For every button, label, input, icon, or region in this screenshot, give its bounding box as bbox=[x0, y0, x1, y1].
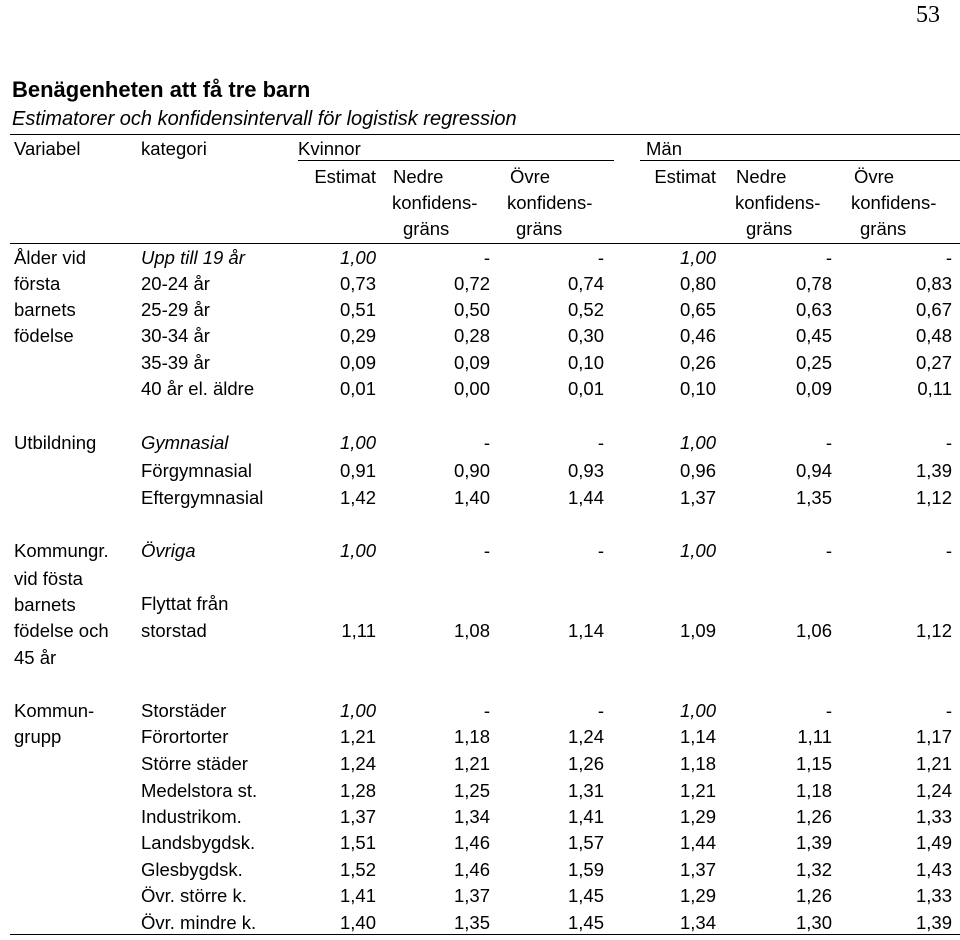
value-cell: 1,35 bbox=[453, 912, 490, 933]
value-cell: - bbox=[597, 247, 604, 268]
value-cell: 1,00 bbox=[339, 540, 376, 561]
value-cell: - bbox=[597, 540, 604, 561]
value-cell: 1,24 bbox=[567, 726, 604, 747]
variable-label: första bbox=[14, 273, 61, 294]
value-cell: 1,34 bbox=[679, 912, 716, 933]
category-label: Övr. större k. bbox=[141, 885, 247, 906]
value-cell: 0,28 bbox=[453, 325, 490, 346]
value-cell: 1,31 bbox=[567, 780, 604, 801]
category-label: Upp till 19 år bbox=[141, 247, 245, 268]
value-cell: 0,09 bbox=[339, 352, 376, 373]
value-cell: 0,67 bbox=[915, 299, 952, 320]
value-cell: - bbox=[945, 432, 952, 453]
value-cell: 1,37 bbox=[679, 859, 716, 880]
value-cell: 0,25 bbox=[795, 352, 832, 373]
value-cell: 1,26 bbox=[567, 753, 604, 774]
value-cell: 0,26 bbox=[679, 352, 716, 373]
header-bottom-rule bbox=[10, 243, 960, 244]
value-cell: - bbox=[483, 540, 490, 561]
value-cell: 1,14 bbox=[679, 726, 716, 747]
value-cell: 0,74 bbox=[567, 273, 604, 294]
value-cell: 1,39 bbox=[795, 832, 832, 853]
value-cell: 1,52 bbox=[339, 859, 376, 880]
category-label: Eftergymnasial bbox=[141, 487, 264, 508]
value-cell: 1,24 bbox=[915, 780, 952, 801]
value-cell: 1,09 bbox=[679, 620, 716, 641]
value-cell: 1,00 bbox=[339, 247, 376, 268]
header-kvinnor: Kvinnor bbox=[298, 138, 361, 159]
value-cell: 1,06 bbox=[795, 620, 832, 641]
value-cell: 1,44 bbox=[567, 487, 604, 508]
value-cell: - bbox=[483, 432, 490, 453]
value-cell: 1,49 bbox=[915, 832, 952, 853]
value-cell: 1,34 bbox=[453, 806, 490, 827]
value-cell: 0,09 bbox=[795, 378, 832, 399]
header-ovre: gräns bbox=[860, 218, 907, 239]
value-cell: 1,00 bbox=[339, 700, 376, 721]
value-cell: 1,12 bbox=[915, 487, 952, 508]
value-cell: 1,43 bbox=[915, 859, 952, 880]
value-cell: 1,37 bbox=[453, 885, 490, 906]
value-cell: 1,41 bbox=[567, 806, 604, 827]
value-cell: 1,39 bbox=[915, 460, 952, 481]
value-cell: 1,18 bbox=[795, 780, 832, 801]
category-label: 30-34 år bbox=[141, 325, 210, 346]
value-cell: 1,00 bbox=[679, 540, 716, 561]
value-cell: 1,00 bbox=[339, 432, 376, 453]
value-cell: - bbox=[825, 432, 832, 453]
header-nedre: Nedre bbox=[393, 166, 444, 187]
value-cell: 1,33 bbox=[915, 885, 952, 906]
value-cell: 1,51 bbox=[339, 832, 376, 853]
value-cell: - bbox=[597, 700, 604, 721]
value-cell: 0,73 bbox=[339, 273, 376, 294]
value-cell: 1,37 bbox=[679, 487, 716, 508]
value-cell: 1,41 bbox=[339, 885, 376, 906]
value-cell: 0,48 bbox=[915, 325, 952, 346]
value-cell: 1,00 bbox=[679, 700, 716, 721]
variable-label: Ålder vid bbox=[14, 247, 86, 268]
value-cell: - bbox=[825, 700, 832, 721]
variable-label: födelse och bbox=[14, 620, 109, 641]
value-cell: 0,27 bbox=[915, 352, 952, 373]
category-label: 25-29 år bbox=[141, 299, 210, 320]
value-cell: 1,12 bbox=[915, 620, 952, 641]
value-cell: 1,18 bbox=[679, 753, 716, 774]
document-title: Benägenheten att få tre barn bbox=[12, 77, 311, 102]
value-cell: 0,94 bbox=[795, 460, 832, 481]
variable-label: grupp bbox=[14, 726, 62, 747]
page-number: 53 bbox=[916, 2, 940, 28]
category-label: Flyttat från bbox=[141, 593, 229, 614]
value-cell: 1,39 bbox=[915, 912, 952, 933]
man-rule bbox=[640, 160, 960, 161]
value-cell: - bbox=[945, 540, 952, 561]
header-man: Män bbox=[646, 138, 682, 159]
value-cell: 0,93 bbox=[567, 460, 604, 481]
value-cell: 0,01 bbox=[339, 378, 376, 399]
value-cell: 0,09 bbox=[453, 352, 490, 373]
value-cell: - bbox=[945, 700, 952, 721]
value-cell: 1,44 bbox=[679, 832, 716, 853]
header-nedre: gräns bbox=[746, 218, 793, 239]
header-estimat: Estimat bbox=[654, 166, 716, 187]
header-variabel: Variabel bbox=[14, 138, 81, 159]
category-label: Övriga bbox=[141, 540, 196, 561]
category-label: storstad bbox=[141, 620, 207, 641]
category-label: Gymnasial bbox=[141, 432, 229, 453]
value-cell: 1,40 bbox=[453, 487, 490, 508]
value-cell: 0,72 bbox=[453, 273, 490, 294]
document-subtitle: Estimatorer och konfidensintervall för logistisk regression bbox=[12, 108, 517, 130]
value-cell: 1,00 bbox=[679, 247, 716, 268]
value-cell: 1,11 bbox=[797, 726, 832, 747]
value-cell: 1,21 bbox=[453, 753, 490, 774]
value-cell: 1,21 bbox=[679, 780, 716, 801]
value-cell: 0,80 bbox=[679, 273, 716, 294]
value-cell: 0,10 bbox=[679, 378, 716, 399]
value-cell: 1,57 bbox=[567, 832, 604, 853]
variable-label: Utbildning bbox=[14, 432, 97, 453]
value-cell: 1,30 bbox=[795, 912, 832, 933]
value-cell: 0,11 bbox=[917, 378, 952, 399]
category-label: 40 år el. äldre bbox=[141, 378, 255, 399]
variable-label: 45 år bbox=[14, 647, 57, 668]
value-cell: - bbox=[825, 247, 832, 268]
variable-label: barnets bbox=[14, 299, 76, 320]
value-cell: 1,46 bbox=[453, 832, 490, 853]
category-label: Förgymnasial bbox=[141, 460, 253, 481]
header-ovre: Övre bbox=[510, 166, 551, 187]
category-label: Landsbygdsk. bbox=[141, 832, 256, 853]
value-cell: 0,90 bbox=[453, 460, 490, 481]
header-nedre: Nedre bbox=[736, 166, 787, 187]
value-cell: - bbox=[483, 700, 490, 721]
value-cell: 1,00 bbox=[679, 432, 716, 453]
value-cell: 1,24 bbox=[339, 753, 376, 774]
value-cell: 0,50 bbox=[453, 299, 490, 320]
value-cell: 0,10 bbox=[567, 352, 604, 373]
value-cell: - bbox=[483, 247, 490, 268]
value-cell: 0,83 bbox=[915, 273, 952, 294]
value-cell: 0,65 bbox=[679, 299, 716, 320]
value-cell: 1,45 bbox=[567, 912, 604, 933]
header-nedre: gräns bbox=[403, 218, 450, 239]
category-label: Förortorter bbox=[141, 726, 229, 747]
value-cell: 1,35 bbox=[795, 487, 832, 508]
value-cell: 0,30 bbox=[567, 325, 604, 346]
value-cell: 1,33 bbox=[915, 806, 952, 827]
header-ovre: gräns bbox=[516, 218, 563, 239]
value-cell: 0,29 bbox=[339, 325, 376, 346]
value-cell: 0,46 bbox=[679, 325, 716, 346]
header-nedre: konfidens- bbox=[392, 192, 478, 213]
category-label: Medelstora st. bbox=[141, 780, 258, 801]
value-cell: 1,15 bbox=[795, 753, 832, 774]
value-cell: 1,28 bbox=[339, 780, 376, 801]
header-estimat: Estimat bbox=[314, 166, 376, 187]
value-cell: 1,29 bbox=[679, 806, 716, 827]
value-cell: 1,21 bbox=[339, 726, 376, 747]
value-cell: 1,21 bbox=[915, 753, 952, 774]
value-cell: 1,11 bbox=[341, 620, 376, 641]
value-cell: - bbox=[825, 540, 832, 561]
value-cell: 1,26 bbox=[795, 885, 832, 906]
value-cell: 0,63 bbox=[795, 299, 832, 320]
header-ovre: Övre bbox=[854, 166, 895, 187]
value-cell: 0,96 bbox=[679, 460, 716, 481]
value-cell: 0,51 bbox=[339, 299, 376, 320]
value-cell: 1,08 bbox=[453, 620, 490, 641]
value-cell: 0,78 bbox=[795, 273, 832, 294]
variable-label: vid fösta bbox=[14, 568, 83, 589]
value-cell: 1,45 bbox=[567, 885, 604, 906]
table-top-rule bbox=[10, 134, 960, 135]
value-cell: 1,46 bbox=[453, 859, 490, 880]
header-ovre: konfidens- bbox=[507, 192, 593, 213]
value-cell: 1,40 bbox=[339, 912, 376, 933]
value-cell: 0,91 bbox=[339, 460, 376, 481]
category-label: Storstäder bbox=[141, 700, 227, 721]
value-cell: - bbox=[597, 432, 604, 453]
category-label: Industrikom. bbox=[141, 806, 242, 827]
variable-label: födelse bbox=[14, 325, 74, 346]
category-label: Övr. mindre k. bbox=[141, 912, 257, 933]
category-label: Glesbygdsk. bbox=[141, 859, 243, 880]
category-label: 35-39 år bbox=[141, 352, 210, 373]
value-cell: 0,01 bbox=[567, 378, 604, 399]
variable-label: Kommun- bbox=[14, 700, 95, 721]
value-cell: 0,52 bbox=[567, 299, 604, 320]
value-cell: - bbox=[945, 247, 952, 268]
value-cell: 1,26 bbox=[795, 806, 832, 827]
category-label: 20-24 år bbox=[141, 273, 210, 294]
header-ovre: konfidens- bbox=[851, 192, 937, 213]
category-label: Större städer bbox=[141, 753, 248, 774]
header-nedre: konfidens- bbox=[735, 192, 821, 213]
value-cell: 0,00 bbox=[453, 378, 490, 399]
value-cell: 1,14 bbox=[567, 620, 604, 641]
value-cell: 0,45 bbox=[795, 325, 832, 346]
value-cell: 1,29 bbox=[679, 885, 716, 906]
value-cell: 1,25 bbox=[453, 780, 490, 801]
header-kategori: kategori bbox=[141, 138, 207, 159]
value-cell: 1,42 bbox=[339, 487, 376, 508]
value-cell: 1,32 bbox=[795, 859, 832, 880]
value-cell: 1,37 bbox=[339, 806, 376, 827]
variable-label: Kommungr. bbox=[14, 540, 109, 561]
variable-label: barnets bbox=[14, 594, 76, 615]
value-cell: 1,17 bbox=[915, 726, 952, 747]
value-cell: 1,59 bbox=[567, 859, 604, 880]
value-cell: 1,18 bbox=[453, 726, 490, 747]
